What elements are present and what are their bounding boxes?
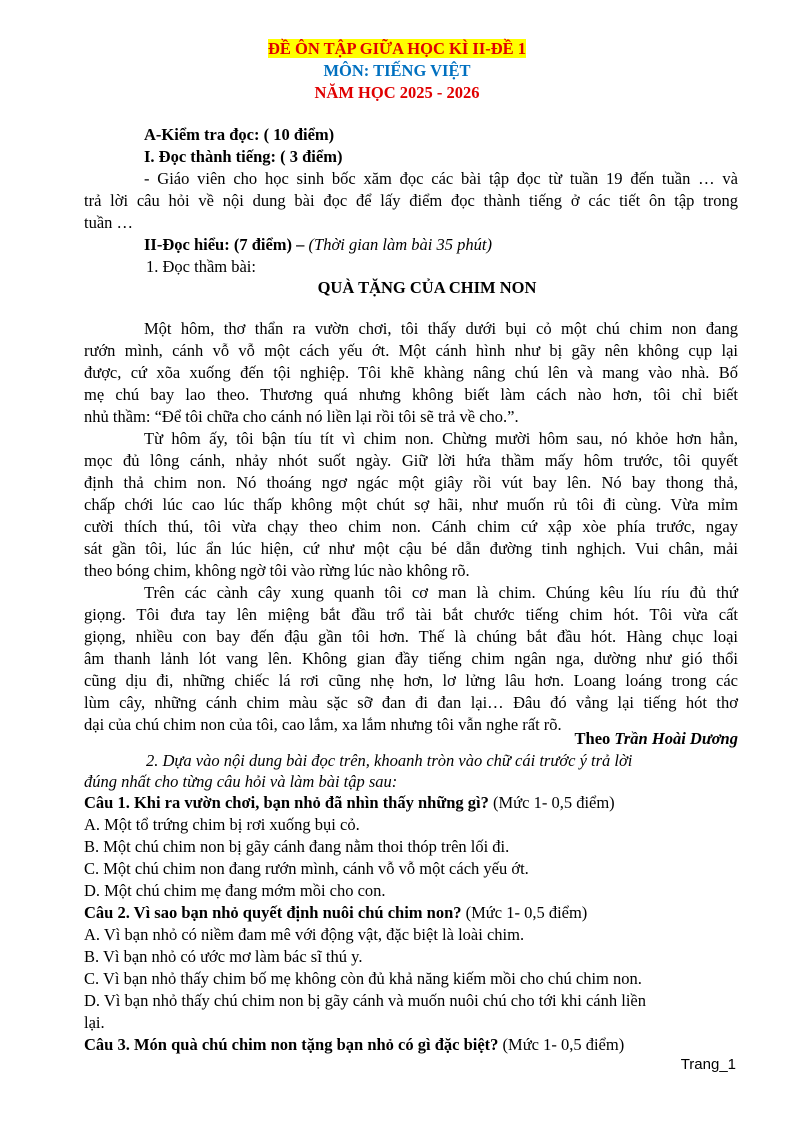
read-instruction: 1. Đọc thầm bài: — [146, 257, 256, 276]
section-1-line: tuần … — [84, 213, 134, 232]
question-text: Câu 1. Khi ra vườn chơi, bạn nhỏ đã nhìn thấy những gì? — [84, 793, 489, 812]
story-line: được, cứ xõa xuống đến tội nghiệp. Tôi khẽ khàng nâng chú lên và mang vào nhà. Bố — [84, 363, 738, 382]
story-line: Một hôm, thơ thẩn ra vườn chơi, tôi thấy dưới bụi cỏ một chú chim non đang — [144, 319, 738, 338]
story-line: chấp chới lúc cao lúc thấp không một chút sợ hãi, như muốn rủ tôi đi cùng. Vừa mỉm — [84, 495, 738, 514]
question-text: Câu 2. Vì sao bạn nhỏ quyết định nuôi chú chim non? — [84, 903, 462, 922]
question-text: Câu 3. Món quà chú chim non tặng bạn nhỏ có gì đặc biệt? — [84, 1035, 499, 1054]
section-a-heading: A-Kiểm tra đọc: ( 10 điểm) — [144, 125, 335, 144]
story-line: mẹ chú bay lao theo. Thương quá nhưng không biết làm cách nào hơn, tôi chỉ biết — [84, 385, 738, 404]
exam-title: ĐỀ ÔN TẬP GIỮA HỌC KÌ II-ĐỀ 1 — [267, 39, 527, 58]
story-line: mọc đủ lông cánh, nhảy nhót suốt ngày. Giữ lời hứa thầm mấy hôm trước, tôi quyết — [84, 451, 738, 470]
question-heading — [84, 902, 738, 924]
story-line: lùm cây, những cánh chim màu sặc sỡ đan đi đan lại… Đâu đó vẳng lại tiếng hót thơ — [84, 693, 738, 712]
question-level: (Mức 1- 0,5 điểm) — [493, 793, 615, 812]
story-line: Trên các cành cây xung quanh tôi cơ man là chim. Chúng kêu líu ríu đủ thứ — [144, 583, 738, 602]
author-credit: Theo Trần Hoài Dương — [574, 729, 738, 748]
story-line: nhủ thầm: “Để tôi chữa cho cánh nó liền lại rồi tôi sẽ trả về cho.”. — [84, 407, 519, 426]
question-level: (Mức 1- 0,5 điểm) — [502, 1035, 625, 1054]
story-line: Từ hôm ấy, tôi bận tíu tít vì chim non. Chừng mười hôm sau, nó khỏe hơn hẳn, — [144, 429, 738, 448]
story-line: giọng. Tôi đưa tay lên miệng bắt đầu trổ tài bắt chước tiếng chim hót. Tôi vừa cất — [84, 605, 738, 624]
subject-title: MÔN: TIẾNG VIỆT — [323, 61, 471, 80]
section-1-line: trả lời câu hỏi về nội dung bài đọc để lấy điểm đọc thành tiếng ở các tiết ôn tập trong — [84, 191, 738, 210]
answer-option[interactable]: C. Vì bạn nhỏ thấy chim bố mẹ không còn đủ khả năng kiếm mồi cho chú chim non. — [84, 969, 642, 988]
story-line: giọng, nhiều con bay đến đậu gần tôi hơn. Thế là chúng bắt đầu hót. Hàng chục loại — [84, 627, 738, 646]
page-number: Trang_1 — [680, 1056, 736, 1073]
section-2-heading: II-Đọc hiểu: (7 điểm) – (Thời gian làm bài 35 phút) — [144, 235, 492, 254]
story-line: theo bóng chim, không ngờ tôi vào rừng lúc nào không rõ. — [84, 561, 470, 580]
question-level: (Mức 1- 0,5 điểm) — [465, 903, 588, 922]
section-1-heading: I. Đọc thành tiếng: ( 3 điểm) — [144, 147, 343, 166]
answer-option[interactable]: A. Một tổ trứng chim bị rơi xuống bụi cỏ. — [84, 815, 360, 834]
question-heading — [84, 792, 738, 814]
answer-option[interactable]: lại. — [84, 1013, 105, 1032]
answer-option[interactable]: B. Vì bạn nhỏ có ước mơ làm bác sĩ thú y. — [84, 947, 363, 966]
story-line: rướn mình, cánh vỗ vỗ một cách yếu ớt. Một cánh hình như bị gãy nên không cụp lại — [84, 341, 738, 360]
story-line: cũng dịu đi, những chiếc lá rơi cũng nhẹ hơn, lơ lửng lâu hơn. Loang loáng trong các — [84, 671, 738, 690]
section-1-line: - Giáo viên cho học sinh bốc xăm đọc các bài tập đọc từ tuần 19 đến tuần … và — [144, 169, 738, 188]
answer-option[interactable]: D. Vì bạn nhỏ thấy chú chim non bị gãy cánh và muốn nuôi chú cho tới khi cánh liền — [84, 991, 646, 1010]
answer-option[interactable]: D. Một chú chim mẹ đang mớm mồi cho con. — [84, 881, 386, 900]
answer-option[interactable]: B. Một chú chim non bị gãy cánh đang nằm thoi thóp trên lối đi. — [84, 837, 510, 856]
story-line: cười thích thú, tôi vừa chạy theo chim non. Cánh chim cứ xập xòe phía trước, ngay — [84, 517, 738, 536]
story-line: âm thanh lảnh lót vang lên. Không gian đầy tiếng chim ngân nga, dường như gió thổi — [84, 649, 738, 668]
story-title: QUÀ TẶNG CỦA CHIM NON — [317, 278, 537, 297]
story-line: dại của chú chim non của tôi, cao lắm, xa lắm nhưng tôi vẫn nghe rất rõ. — [84, 715, 562, 734]
story-line: sát gần tôi, lúc ẩn lúc hiện, cứ như một cậu bé dẫn đường tinh nghịch. Vui chân, mải — [84, 539, 738, 558]
school-year: NĂM HỌC 2025 - 2026 — [314, 83, 480, 102]
answer-option[interactable]: A. Vì bạn nhỏ có niềm đam mê với động vật, đặc biệt là loài chim. — [84, 925, 525, 944]
instruction-2-line: đúng nhất cho từng câu hỏi và làm bài tập sau: — [84, 772, 398, 791]
story-line: định thả chim non. Nó thoáng ngơ ngác một giây rồi vút bay lên. Nó bay thong thả, — [84, 473, 738, 492]
instruction-2-line: 2. Dựa vào nội dung bài đọc trên, khoanh tròn vào chữ cái trước ý trả lời — [146, 751, 633, 770]
answer-option[interactable]: C. Một chú chim non đang rướn mình, cánh vỗ vỗ một cách yếu ớt. — [84, 859, 529, 878]
question-heading — [84, 1034, 738, 1056]
